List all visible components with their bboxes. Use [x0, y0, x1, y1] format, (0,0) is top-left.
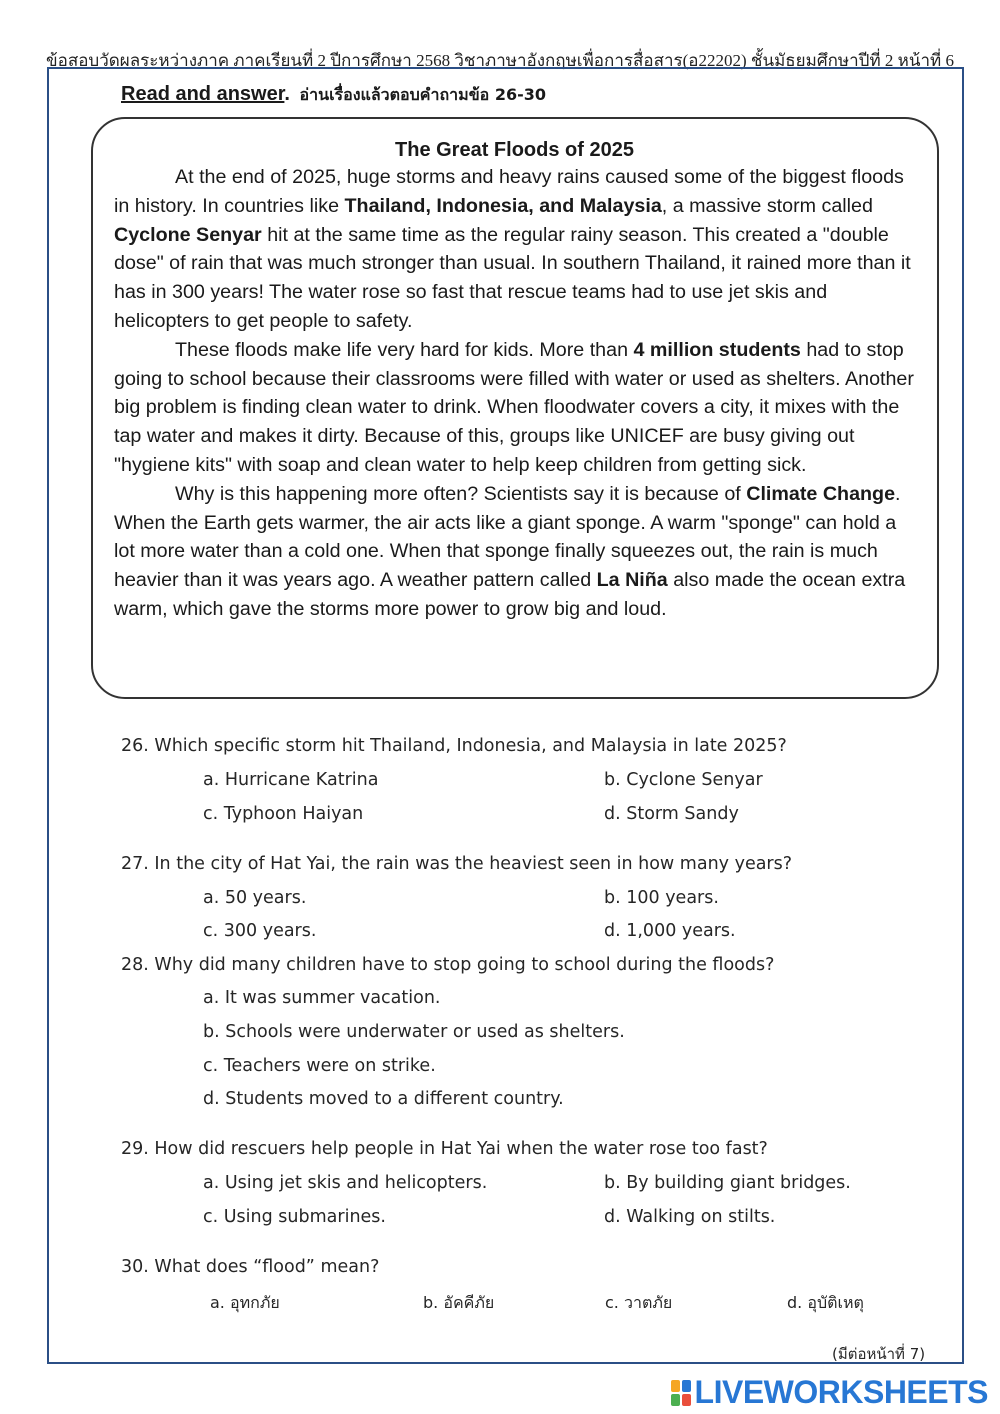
q26-option-d[interactable]: d. Storm Sandy	[604, 804, 739, 824]
q27-option-a[interactable]: a. 50 years.	[203, 888, 307, 908]
q27-option-b[interactable]: b. 100 years.	[604, 888, 719, 908]
q26-option-c[interactable]: c. Typhoon Haiyan	[203, 804, 364, 824]
q28-option-a[interactable]: a. It was summer vacation.	[203, 988, 441, 1008]
q29-option-c[interactable]: c. Using submarines.	[203, 1207, 386, 1227]
q27-option-c[interactable]: c. 300 years.	[203, 921, 317, 941]
q26-option-a[interactable]: a. Hurricane Katrina	[203, 770, 379, 790]
q29-option-a[interactable]: a. Using jet skis and helicopters.	[203, 1173, 488, 1193]
q28-option-c[interactable]: c. Teachers were on strike.	[203, 1056, 436, 1076]
brand-name: LIVEWORKSHEETS	[694, 1374, 988, 1410]
liveworksheets-logo-icon	[671, 1380, 691, 1406]
question-26: 26. Which specific storm hit Thailand, Indonesia, and Malaysia in late 2025?	[121, 736, 787, 756]
q30-option-c[interactable]: c. วาตภัย	[605, 1293, 673, 1312]
continued-note: (มีต่อหน้าที่ 7)	[832, 1345, 926, 1363]
liveworksheets-logo[interactable]	[671, 1374, 988, 1411]
instruction-line: Read and answer. อ่านเรื่องแล้วตอบคำถามข้อ 26-30	[121, 83, 546, 105]
question-29: 29. How did rescuers help people in Hat Yai when the water rose too fast?	[121, 1139, 768, 1159]
instruction-label: Read and answer	[121, 83, 285, 105]
reading-passage-box	[91, 117, 939, 699]
passage-paragraph-1: At the end of 2025, huge storms and heavy rains caused some of the biggest floods in history. In countries like Thailand, Indonesia, and Malaysia, a massive storm called Cyclone Senyar hit at the same time as the regular rainy season. This created a "double dose" of rain that was much stronger than usual. In southern Thailand, it rained more than it has in 300 years! The water rose so fast that rescue teams had to use jet skis and helicopters to get people to safety.	[114, 166, 911, 332]
q28-option-b[interactable]: b. Schools were underwater or used as shelters.	[203, 1022, 625, 1042]
passage-paragraph-2: These floods make life very hard for kids. More than 4 million students had to stop going to school because their classrooms were filled with water or used as shelters. Another big problem is finding clean water to drink. When floodwater covers a city, it mixes with the tap water and makes it dirty. Because of this, groups like UNICEF are busy giving out "hygiene kits" with soap and clean water to help keep children from getting sick.	[114, 338, 914, 476]
q30-option-b[interactable]: b. อัคคีภัย	[423, 1293, 495, 1312]
q26-option-b[interactable]: b. Cyclone Senyar	[604, 770, 763, 790]
question-28: 28. Why did many children have to stop going to school during the floods?	[121, 955, 775, 975]
page-header: ข้อสอบวัดผลระหว่างภาค ภาคเรียนที่ 2 ปีการศึกษา 2568 วิชาภาษาอังกฤษเพื่อการสื่อสาร(อ22202) ชั้นมัธยมศึกษาปีที่ 2 หน้าที่ 6	[46, 51, 954, 70]
q27-option-d[interactable]: d. 1,000 years.	[604, 921, 736, 941]
q29-option-b[interactable]: b. By building giant bridges.	[604, 1173, 851, 1193]
question-27: 27. In the city of Hat Yai, the rain was the heaviest seen in how many years?	[121, 854, 793, 874]
q29-option-d[interactable]: d. Walking on stilts.	[604, 1207, 776, 1227]
q28-option-d[interactable]: d. Students moved to a different country.	[203, 1089, 564, 1109]
q30-option-a[interactable]: a. อุทกภัย	[210, 1293, 280, 1312]
passage-paragraph-3: Why is this happening more often? Scientists say it is because of Climate Change. When the Earth gets warmer, the air acts like a giant sponge. A warm "sponge" can hold a lot more water than a cold one. When that sponge finally squeezes out, the rain is much heavier than it was years ago. A weather pattern called La Niña also made the ocean extra warm, which gave the storms more power to grow big and loud.	[114, 482, 906, 620]
passage-title: The Great Floods of 2025	[395, 139, 634, 161]
instruction-thai: อ่านเรื่องแล้วตอบคำถามข้อ 26-30	[299, 85, 546, 104]
question-30: 30. What does “flood” mean?	[121, 1257, 380, 1277]
q30-option-d[interactable]: d. อุบัติเหตุ	[787, 1293, 864, 1312]
